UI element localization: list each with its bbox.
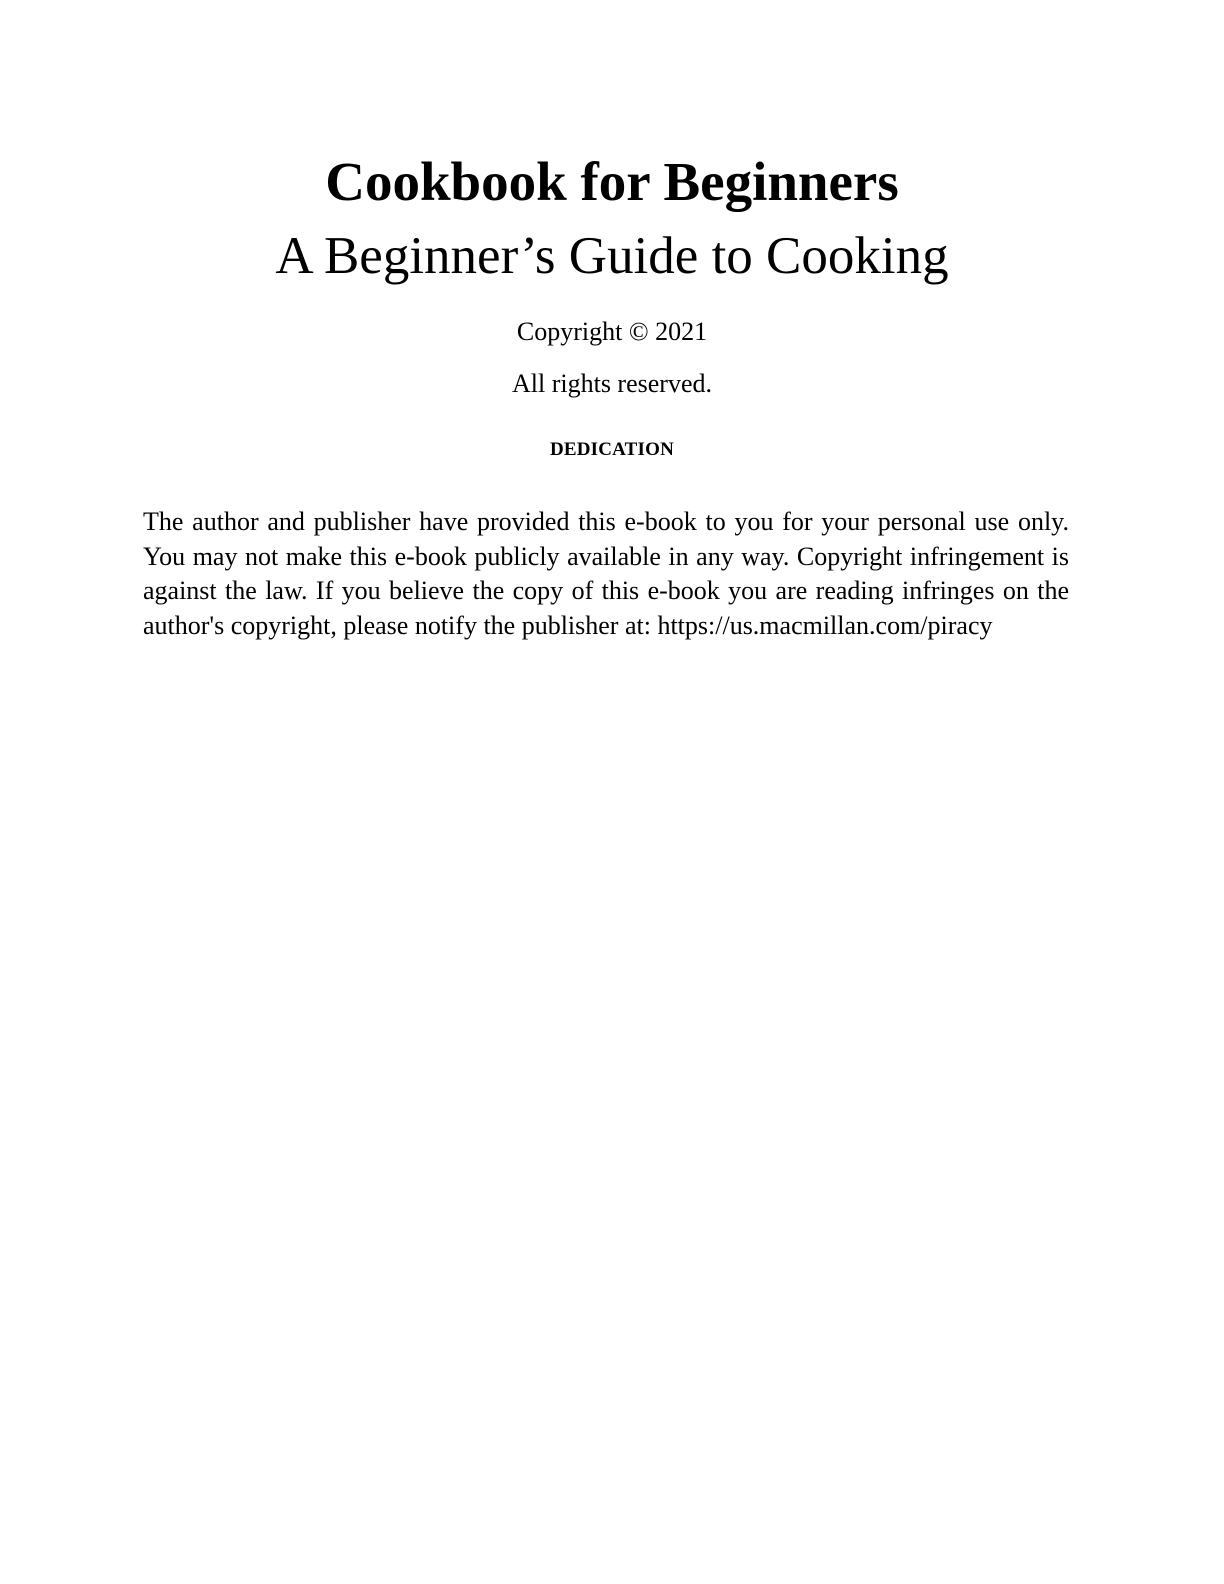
copyright-notice-paragraph: The author and publisher have provided this e-book to you for your personal use only. You may not make this e-book publicly available in any way. Copyright infringement is against the law. If you believe the copy of this e-book you are reading infringes on the author's copyright, please notify the publisher at: https://us.macmillan.com/piracy [143,507,1069,640]
book-subtitle: A Beginner’s Guide to Cooking [275,227,949,285]
book-title: Cookbook for Beginners [325,151,899,212]
copyright-line: Copyright © 2021 [516,317,708,346]
rights-line: All rights reserved. [511,369,712,398]
dedication-heading: DEDICATION [549,439,675,460]
